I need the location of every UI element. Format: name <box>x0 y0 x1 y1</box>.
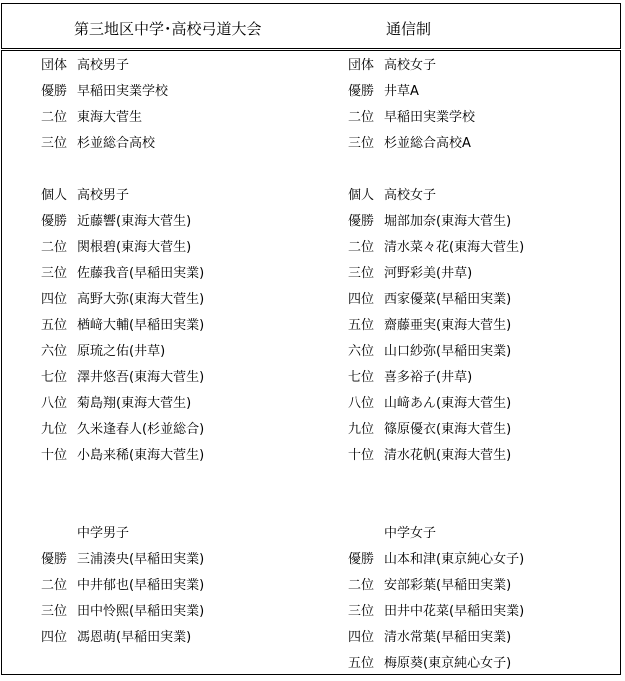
rank-label: 八位 <box>41 396 68 411</box>
section-category: 中学男子 <box>77 526 130 541</box>
rank-label: 二位 <box>348 578 375 593</box>
result-row <box>41 421 204 447</box>
rank-label: 三位 <box>41 136 68 151</box>
section-header <box>348 525 524 551</box>
rank-label: 四位 <box>348 292 375 307</box>
result-name: 澤井悠吾(東海大菅生) <box>77 370 205 385</box>
rank-label: 七位 <box>41 370 68 385</box>
section-spacer <box>41 499 204 525</box>
result-row <box>41 395 204 421</box>
result-name: 田井中花菜(早稲田実業) <box>384 604 525 619</box>
section-spacer <box>41 161 204 187</box>
result-row <box>41 551 204 577</box>
section-category: 高校女子 <box>384 188 437 203</box>
page-subtitle: 通信制 <box>386 20 432 38</box>
result-name: 齋藤亜実(東海大菅生) <box>384 318 512 333</box>
section-category: 高校男子 <box>77 58 130 73</box>
rank-label: 九位 <box>348 422 375 437</box>
rank-label: 優勝 <box>41 84 68 99</box>
result-row <box>348 369 524 395</box>
title-header <box>1 3 621 49</box>
result-name: 杉並総合高校 <box>77 136 156 151</box>
result-row <box>348 213 524 239</box>
result-row <box>41 447 204 473</box>
rank-label: 九位 <box>41 422 68 437</box>
result-name: 田中怜熙(早稲田実業) <box>77 604 205 619</box>
rank-label: 七位 <box>348 370 375 385</box>
section-spacer <box>348 473 524 499</box>
result-row <box>41 577 204 603</box>
result-row <box>41 135 204 161</box>
result-row <box>41 343 204 369</box>
result-name: 小島来稀(東海大菅生) <box>77 448 205 463</box>
rank-label: 十位 <box>41 448 68 463</box>
rank-label: 六位 <box>41 344 68 359</box>
result-row <box>41 291 204 317</box>
section-spacer <box>348 161 524 187</box>
result-row <box>41 109 204 135</box>
section-spacer <box>41 473 204 499</box>
result-row <box>348 291 524 317</box>
rank-label: 三位 <box>348 604 375 619</box>
rank-label: 十位 <box>348 448 375 463</box>
result-name: 久米逢春人(杉並総合) <box>77 422 205 437</box>
result-row <box>348 421 524 447</box>
result-name: 井草A <box>384 84 419 99</box>
result-name: 馮恩萌(早稲田実業) <box>77 630 192 645</box>
rank-label: 三位 <box>41 266 68 281</box>
result-row <box>348 551 524 577</box>
result-row <box>348 447 524 473</box>
rank-label: 二位 <box>41 110 68 125</box>
result-row <box>348 109 524 135</box>
result-name: 清水常葉(早稲田実業) <box>384 630 512 645</box>
result-row <box>41 369 204 395</box>
rank-label: 二位 <box>41 578 68 593</box>
result-name: 原琉之佑(井草) <box>77 344 166 359</box>
result-row <box>348 343 524 369</box>
result-row <box>348 655 524 681</box>
section-label: 個人 <box>41 188 68 203</box>
result-row <box>348 317 524 343</box>
rank-label: 五位 <box>41 318 68 333</box>
result-row <box>348 577 524 603</box>
section-category: 高校女子 <box>384 58 437 73</box>
result-name: 山本和津(東京純心女子) <box>384 552 525 567</box>
result-name: 三浦湊央(早稲田実業) <box>77 552 205 567</box>
result-name: 梅原葵(東京純心女子) <box>384 656 512 671</box>
rank-label: 八位 <box>348 396 375 411</box>
result-name: 近藤響(東海大菅生) <box>77 214 192 229</box>
rank-label: 四位 <box>41 292 68 307</box>
result-name: 清水花帆(東海大菅生) <box>384 448 512 463</box>
rank-label: 四位 <box>41 630 68 645</box>
rank-label: 四位 <box>348 630 375 645</box>
result-row <box>348 135 524 161</box>
result-row <box>41 213 204 239</box>
result-row <box>41 239 204 265</box>
result-row <box>41 629 204 655</box>
result-row <box>41 317 204 343</box>
result-name: 関根碧(東海大菅生) <box>77 240 192 255</box>
rank-label: 優勝 <box>41 552 68 567</box>
section-label: 団体 <box>41 58 68 73</box>
result-name: 篠原優衣(東海大菅生) <box>384 422 512 437</box>
rank-label: 六位 <box>348 344 375 359</box>
rank-label: 優勝 <box>348 84 375 99</box>
result-name: 安部彩葉(早稲田実業) <box>384 578 512 593</box>
right-column <box>348 57 524 681</box>
section-header <box>41 187 204 213</box>
section-header <box>348 187 524 213</box>
result-row <box>348 83 524 109</box>
rank-label: 五位 <box>348 318 375 333</box>
rank-label: 二位 <box>348 110 375 125</box>
result-name: 早稲田実業学校 <box>77 84 169 99</box>
result-name: 中井郁也(早稲田実業) <box>77 578 205 593</box>
section-label: 団体 <box>348 58 375 73</box>
rank-label: 三位 <box>41 604 68 619</box>
result-name: 菊島翔(東海大菅生) <box>77 396 192 411</box>
section-spacer <box>348 499 524 525</box>
result-row <box>41 83 204 109</box>
result-row <box>348 239 524 265</box>
result-name: 楢﨑大輔(早稲田実業) <box>77 318 205 333</box>
result-row <box>41 603 204 629</box>
rank-label: 二位 <box>41 240 68 255</box>
result-row <box>41 265 204 291</box>
result-name: 高野大弥(東海大菅生) <box>77 292 205 307</box>
section-header <box>348 57 524 83</box>
rank-label: 五位 <box>348 656 375 671</box>
result-row <box>348 265 524 291</box>
rank-label: 二位 <box>348 240 375 255</box>
rank-label: 三位 <box>348 136 375 151</box>
left-column <box>41 57 204 655</box>
section-category: 中学女子 <box>384 526 437 541</box>
rank-label: 優勝 <box>348 552 375 567</box>
result-row <box>348 629 524 655</box>
rank-label: 優勝 <box>41 214 68 229</box>
result-name: 山口紗弥(早稲田実業) <box>384 344 512 359</box>
result-name: 喜多裕子(井草) <box>384 370 473 385</box>
result-name: 清水菜々花(東海大菅生) <box>384 240 525 255</box>
result-name: 河野彩美(井草) <box>384 266 473 281</box>
rank-label: 三位 <box>348 266 375 281</box>
result-name: 堀部加奈(東海大菅生) <box>384 214 512 229</box>
section-category: 高校男子 <box>77 188 130 203</box>
section-header <box>41 57 204 83</box>
result-name: 佐藤我音(早稲田実業) <box>77 266 205 281</box>
page-title: 第三地区中学･高校弓道大会 <box>74 20 262 38</box>
result-name: 西家優菜(早稲田実業) <box>384 292 512 307</box>
rank-label: 優勝 <box>348 214 375 229</box>
result-name: 東海大菅生 <box>77 110 143 125</box>
result-name: 杉並総合高校A <box>384 136 471 151</box>
result-row <box>348 603 524 629</box>
section-header <box>41 525 204 551</box>
result-name: 山﨑あん(東海大菅生) <box>384 396 512 411</box>
result-row <box>348 395 524 421</box>
result-name: 早稲田実業学校 <box>384 110 476 125</box>
section-label: 個人 <box>348 188 375 203</box>
